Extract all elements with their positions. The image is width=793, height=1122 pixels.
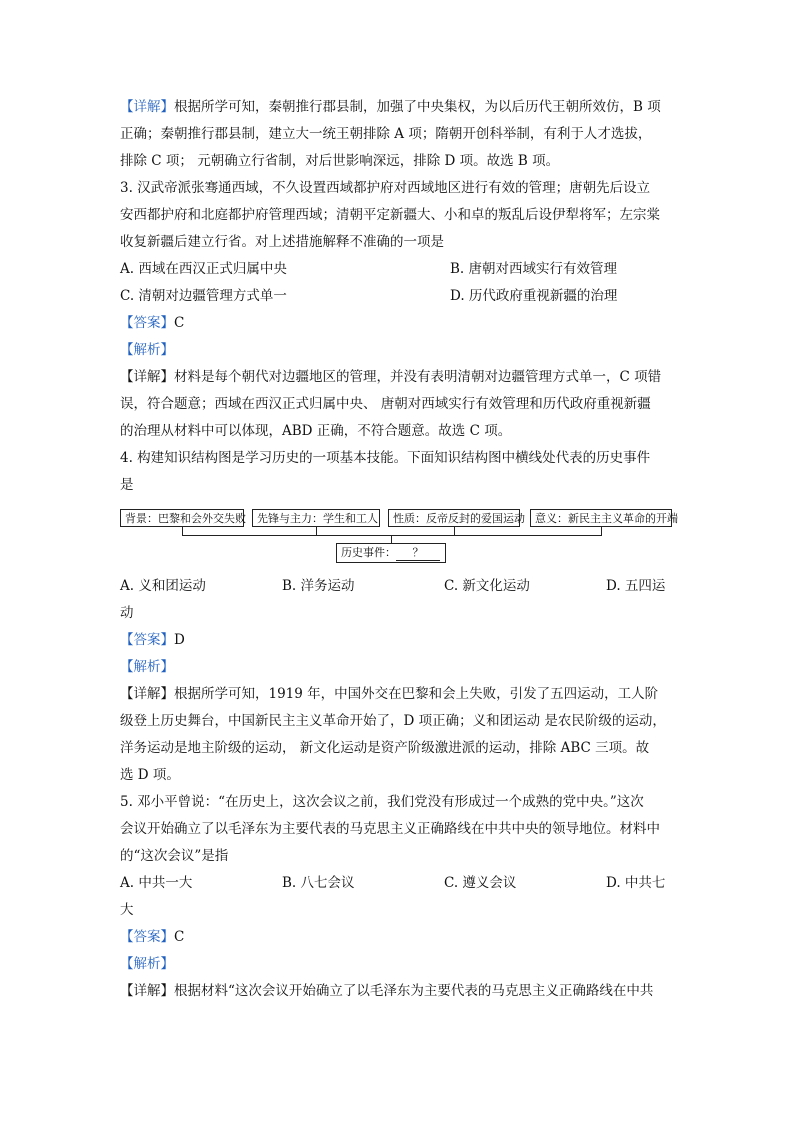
q5-option-wrap: 大 [120,902,134,918]
q2-detail-line: 正确；秦朝推行郡县制，建立大一统王朝排除 A 项；隋朝开创科举制，有利于人才选拔， [120,126,652,142]
q3-answer: 【答案】C [120,315,185,331]
q3-detail-line: 【详解】材料是每个朝代对边疆地区的管理，并没有表明清朝对边疆管理方式单一，C 项错 [120,369,662,385]
q3-stem-line: 安西都护府和北庭都护府管理西域；清朝平定新疆大、小和卓的叛乱后设伊犁将军；左宗棠 [120,207,660,223]
detail-tag: 【详解】 [120,99,174,115]
q4-option-d: D. 五四运 [606,578,666,594]
q5-analysis [120,951,676,978]
q4-options-row [120,573,676,600]
q4-detail-line: 级登上历史舞台，中国新民主主义革命开始了，D 项正确；义和团运动 是农民阶级的运动， [120,713,666,729]
diagram-connector [454,527,455,535]
detail-tag: 【详解】 [120,369,174,385]
diagram-connector [316,527,317,535]
q5-stem-line: 会议开始确立了以毛泽东为主要代表的马克思主义正确路线在中共中央的领导地位。材料中 [120,821,660,837]
detail-tag: 【详解】 [120,686,174,702]
q3-option-c: C. 清朝对边疆管理方式单一 [120,288,287,304]
q5-stem-line: 5. 邓小平曾说：“在历史上，这次会议之前，我们党没有形成过一个成熟的党中央。”这次 [120,794,644,810]
q3-option-b: B. 唐朝对西域实行有效管理 [450,261,618,277]
q4-answer: 【答案】D [120,632,185,648]
diagram-connector [182,535,602,536]
q5-option-a: A. 中共一大 [120,875,193,891]
q3-options-row [120,256,676,283]
q4-stem-line: 是 [120,477,134,493]
diagram-connector [182,527,183,535]
q5-answer: 【答案】C [120,929,185,945]
q4-stem-line: 4. 构建知识结构图是学习历史的一项基本技能。下面知识结构图中横线处代表的历史事件 [120,450,651,466]
analysis-tag: 【解析】 [120,956,174,972]
q4-analysis [120,654,676,681]
q4-detail-line: 洋务运动是地主阶级的运动， 新文化运动是资产阶级激进派的运动，排除 ABC 三项。故 [120,740,650,756]
diagram-box-significance: 意义：新民主主义革命的开端 [530,509,672,527]
q2-detail-line: 排除 C 项； 元朝确立行省制，对后世影响深远，排除 D 项。故选 B 项。 [120,153,560,169]
q2-detail-line: 【详解】根据所学可知，秦朝推行郡县制，加强了中央集权，为以后历代王朝所效仿，B 项 [120,99,661,115]
q4-option-c: C. 新文化运动 [444,578,530,594]
q4-detail-line: 【详解】根据所学可知，1919 年，中国外交在巴黎和会上失败，引发了五四运动，工人阶 [120,686,659,702]
detail-tag: 【详解】 [120,983,174,999]
answer-tag: 【答案】 [120,315,174,331]
diagram-box-vanguard: 先锋与主力：学生和工人 [252,509,380,527]
q4-detail-line: 选 D 项。 [120,767,180,783]
diagram-connector [391,535,392,543]
answer-tag: 【答案】 [120,929,174,945]
knowledge-structure-diagram [120,503,676,565]
q3-detail-line: 误，符合题意；西域在西汉正式归属中央、 唐朝对西域实行有效管理和历代政府重视新疆 [120,396,651,412]
q3-stem-line: 3. 汉武帝派张骞通西域，不久设置西域都护府对西域地区进行有效的管理；唐朝先后设立 [120,180,651,196]
diagram-connector [601,527,602,535]
document-page [120,94,676,1005]
q5-option-b: B. 八七会议 [282,875,355,891]
diagram-event-box: 历史事件： ？ [336,543,446,563]
q3-stem-line: 收复新疆后建立行省。对上述措施解释不准确的一项是 [120,234,444,250]
diagram-box-nature: 性质：反帝反封的爱国运动 [388,509,520,527]
q5-option-d: D. 中共七 [606,875,666,891]
q5-option-c: C. 遵义会议 [444,875,517,891]
q4-option-b: B. 洋务运动 [282,578,355,594]
q5-options-row [120,870,676,897]
q3-analysis [120,337,676,364]
q5-stem-line: 的“这次会议”是指 [120,848,229,864]
q3-option-a: A. 西域在西汉正式归属中央 [120,261,287,277]
q4-option-a: A. 义和团运动 [120,578,206,594]
q4-option-wrap: 动 [120,605,134,621]
q3-detail-line: 的治理从材料中可以体现，ABD 正确，不符合题意。故选 C 项。 [120,423,512,439]
analysis-tag: 【解析】 [120,659,174,675]
q5-detail-line: 【详解】根据材料“这次会议开始确立了以毛泽东为主要代表的马克思主义正确路线在中共 [120,983,654,999]
q3-options-row [120,283,676,310]
q3-option-d: D. 历代政府重视新疆的治理 [450,288,618,304]
event-blank: ？ [396,546,440,561]
diagram-box-background: 背景：巴黎和会外交失败 [120,509,244,527]
answer-tag: 【答案】 [120,632,174,648]
analysis-tag: 【解析】 [120,342,174,358]
